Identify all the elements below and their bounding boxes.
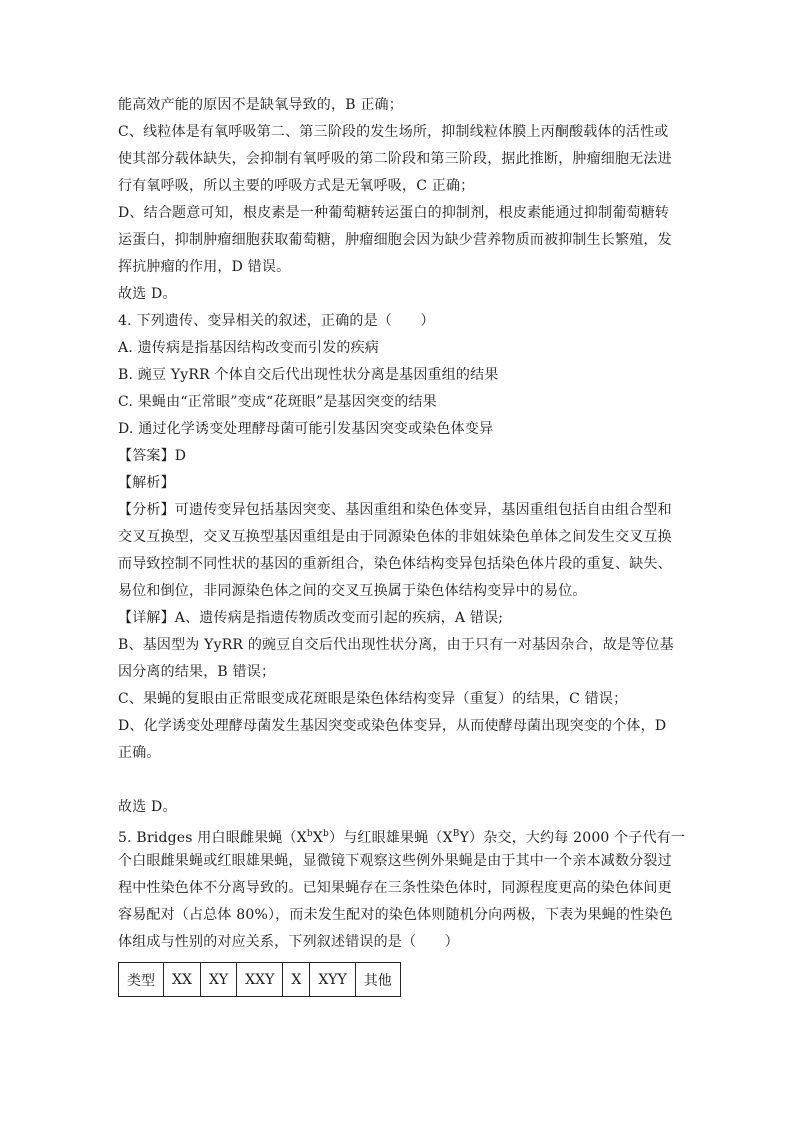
text-line: 【详解】A、遗传病是指遗传物质改变而引起的疾病，A 错误; bbox=[118, 610, 504, 626]
analysis-heading: 【解析】 bbox=[118, 475, 175, 491]
text-line: 能高效产能的原因不是缺氧导致的，B 正确； bbox=[118, 97, 403, 113]
chromosome-sex-table bbox=[118, 962, 401, 997]
text-line: D、化学诱变处理酵母菌发生基因突变或染色体变异，从而使酵母菌出现突变的个体，D bbox=[118, 718, 667, 734]
option-a: A. 遗传病是指基因结构改变而引发的疾病 bbox=[118, 340, 380, 356]
q5-text: ）与红眼雄果蝇（ bbox=[329, 830, 443, 846]
text-line: 交叉互换型，交叉互换型基因重组是由于同源染色体的非姐妹染色单体之间发生交叉互换 bbox=[118, 529, 672, 545]
table-cell: XXY bbox=[237, 963, 283, 997]
text-line: D、结合题意可知，根皮素是一种葡萄糖转运蛋白的抑制剂，根皮素能通过抑制葡萄糖转 bbox=[118, 205, 670, 221]
document-page bbox=[118, 92, 686, 997]
table-cell: 类型 bbox=[119, 963, 164, 997]
text-line: 容易配对（占总体 80%），而未发生配对的染色体则随机分向两极，下表为果蝇的性染色 bbox=[118, 907, 673, 923]
table-row bbox=[119, 963, 401, 997]
question-5-stem bbox=[118, 821, 686, 848]
text-line: 个白眼雌果蝇或红眼雄果蝇，显微镜下观察这些例外果蝇是由于其中一个亲本减数分裂过 bbox=[118, 853, 672, 869]
table-cell: X bbox=[283, 963, 310, 997]
option-b: B. 豌豆 YyRR 个体自交后代出现性状分离是基因重组的结果 bbox=[118, 367, 499, 383]
option-d: D. 通过化学诱变处理酵母菌可能引发基因突变或染色体变异 bbox=[118, 421, 494, 437]
table-cell: 其他 bbox=[355, 963, 400, 997]
text-line: 挥抗肿瘤的作用，D 错误。 bbox=[118, 259, 291, 275]
text-line: 故选 D。 bbox=[118, 286, 177, 302]
text-line: 使其部分载体缺失，会抑制有氧呼吸的第二阶段和第三阶段，据此推断，肿瘤细胞无法进 bbox=[118, 151, 672, 167]
q5-text: 5. Bridges 用白眼雌果蝇（ bbox=[118, 830, 297, 846]
text-line: 体组成与性别的对应关系，下列叙述错误的是（ ） bbox=[118, 934, 459, 950]
text-line: 而导致控制不同性状的基因的重新组合，染色体结构变异包括染色体片段的重复、缺失、 bbox=[118, 556, 672, 572]
text-line: 程中性染色体不分离导致的。已知果蝇存在三条性染色体时，同源程度更高的染色体间更 bbox=[118, 880, 672, 896]
chromosome-symbol: X bbox=[296, 830, 307, 846]
question-4-stem: 4. 下列遗传、变异相关的叙述，正确的是（ ） bbox=[118, 313, 435, 329]
allele-superscript: B bbox=[452, 829, 460, 839]
table-cell: XX bbox=[164, 963, 201, 997]
allele-superscript: b bbox=[323, 829, 329, 839]
text-line: B、基因型为 YyRR 的豌豆自交后代出现性状分离，由于只有一对基因杂合，故是等位基 bbox=[118, 637, 674, 653]
text-line: 因分离的结果，B 错误； bbox=[118, 664, 276, 680]
text-line: 正确。 bbox=[118, 745, 161, 761]
table-cell: XY bbox=[200, 963, 236, 997]
text-line: C、线粒体是有氧呼吸第二、第三阶段的发生场所，抑制线粒体膜上丙酮酸载体的活性或 bbox=[118, 124, 669, 140]
chromosome-symbol: X bbox=[442, 830, 453, 846]
allele-superscript: b bbox=[306, 829, 313, 839]
text-line: 易位和倒位，非同源染色体之间的交叉互换属于染色体结构变异中的易位。 bbox=[118, 583, 587, 599]
table-cell: XYY bbox=[310, 963, 355, 997]
q5-text: Y）杂交，大约每 2000 个子代有一 bbox=[459, 830, 686, 846]
text-line: 【分析】可遗传变异包括基因突变、基因重组和染色体变异，基因重组包括自由组合型和 bbox=[118, 502, 672, 518]
text-line: 行有氧呼吸，所以主要的呼吸方式是无氧呼吸，C 正确； bbox=[118, 178, 475, 194]
text-line: 运蛋白，抑制肿瘤细胞获取葡萄糖，肿瘤细胞会因为缺少营养物质而被抑制生长繁殖，发 bbox=[118, 232, 672, 248]
option-c: C. 果蝇由“正常眼”变成“花斑眼”是基因突变的结果 bbox=[118, 394, 437, 410]
text-line: C、果蝇的复眼由正常眼变成花斑眼是染色体结构变异（重复）的结果，C 错误； bbox=[118, 691, 628, 707]
paragraph-block-a bbox=[118, 92, 678, 767]
blank-line bbox=[118, 767, 678, 794]
answer-line: 【答案】D bbox=[118, 448, 187, 464]
conclusion-line: 故选 D。 bbox=[118, 799, 177, 815]
chromosome-symbol: X bbox=[312, 830, 324, 846]
